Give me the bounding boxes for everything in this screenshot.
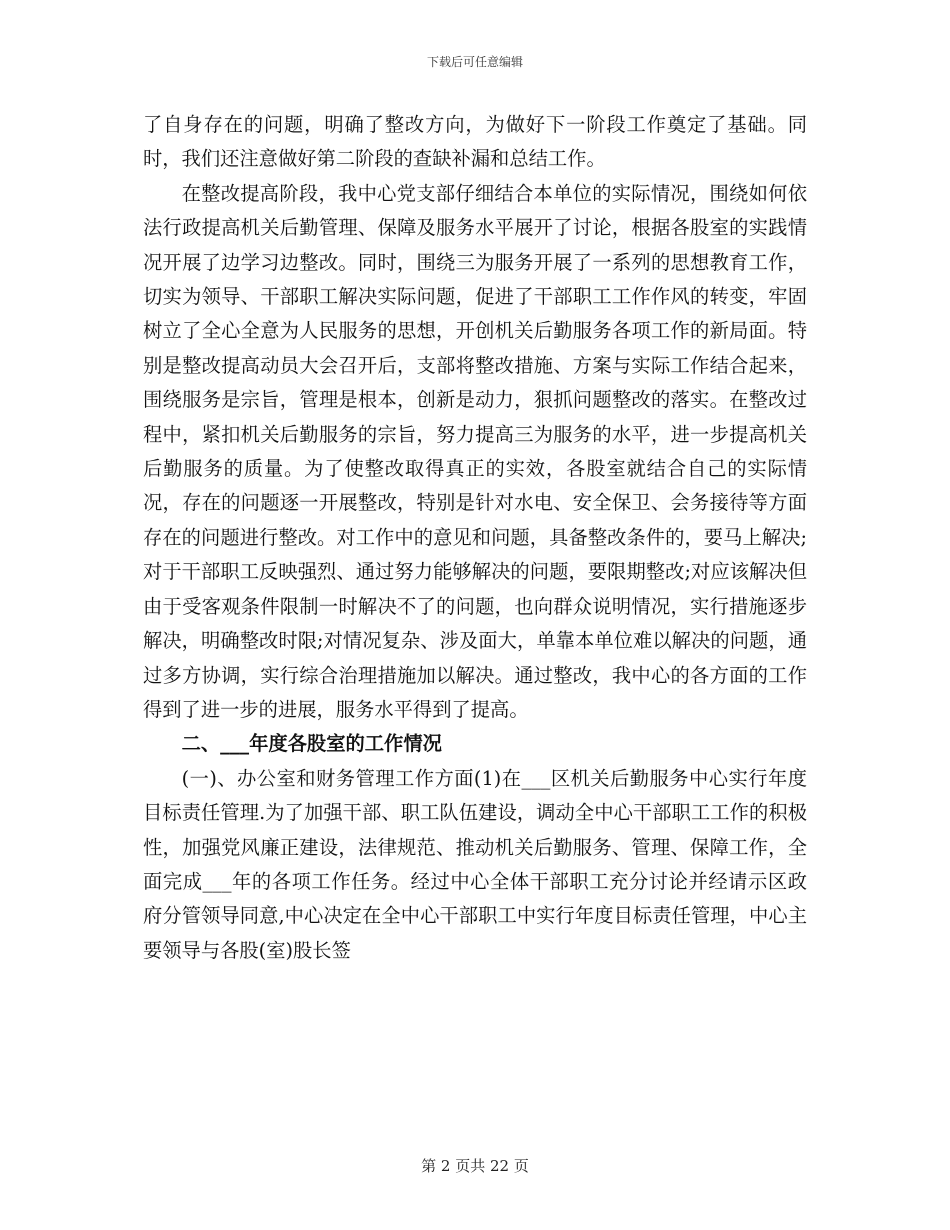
- paragraph-office-finance: (一)、办公室和财务管理工作方面(1)在___区机关后勤服务中心实行年度目标责任管理.为了加强干部、职工队伍建设，调动全中心干部职工工作的积极性，加强党风廉正建设，法律规范、推动机关后勤服务、管理、保障工作，全面完成___年的各项工作任务。经过中心全体干部职工充分讨论并经请示区政府分管领导同意,中心决定在全中心干部职工中实行年度目标责任管理，中心主要领导与各股(室)股长签: [143, 766, 807, 962]
- body-text: [143, 108, 807, 968]
- page-header: 下载后可任意编辑: [426, 55, 523, 69]
- paragraph-rectification: 在整改提高阶段，我中心党支部仔细结合本单位的实际情况，围绕如何依法行政提高机关后勤管理、保障及服务水平展开了讨论，根据各股室的实践情况开展了边学习边整改。同时，围绕三为服务开展了一系列的思想教育工作，切实为领导、干部职工解决实际问题，促进了干部职工工作作风的转变，牢固树立了全心全意为人民服务的思想，开创机关后勤服务各项工作的新局面。特别是整改提高动员大会召开后，支部将整改措施、方案与实际工作结合起来，围绕服务是宗旨，管理是根本，创新是动力，狠抓问题整改的落实。在整改过程中，紧扣机关后勤服务的宗旨，努力提高三为服务的水平，进一步提高机关后勤服务的质量。为了使整改取得真正的实效，各股室就结合自己的实际情况，存在的问题逐一开展整改，特别是针对水电、安全保卫、会务接待等方面存在的问题进行整改。对工作中的意见和问题，具备整改条件的，要马上解决;对于干部职工反映强烈、通过努力能够解决的问题，要限期整改;对应该解决但由于受客观条件限制一时解决不了的问题，也向群众说明情况，实行措施逐步解决，明确整改时限;对情况复杂、涉及面大，单靠本单位难以解决的问题，通过多方协调，实行综合治理措施加以解决。通过整改，我中心的各方面的工作得到了进一步的进展，服务水平得到了提高。: [143, 181, 807, 721]
- section-heading: 二、___年度各股室的工作情况: [181, 732, 442, 756]
- page-footer: 第 2 页共 22 页: [421, 1157, 529, 1175]
- paragraph-continuation: 了自身存在的问题，明确了整改方向，为做好下一阶段工作奠定了基础。同时，我们还注意做好第二阶段的查缺补漏和总结工作。: [143, 113, 807, 171]
